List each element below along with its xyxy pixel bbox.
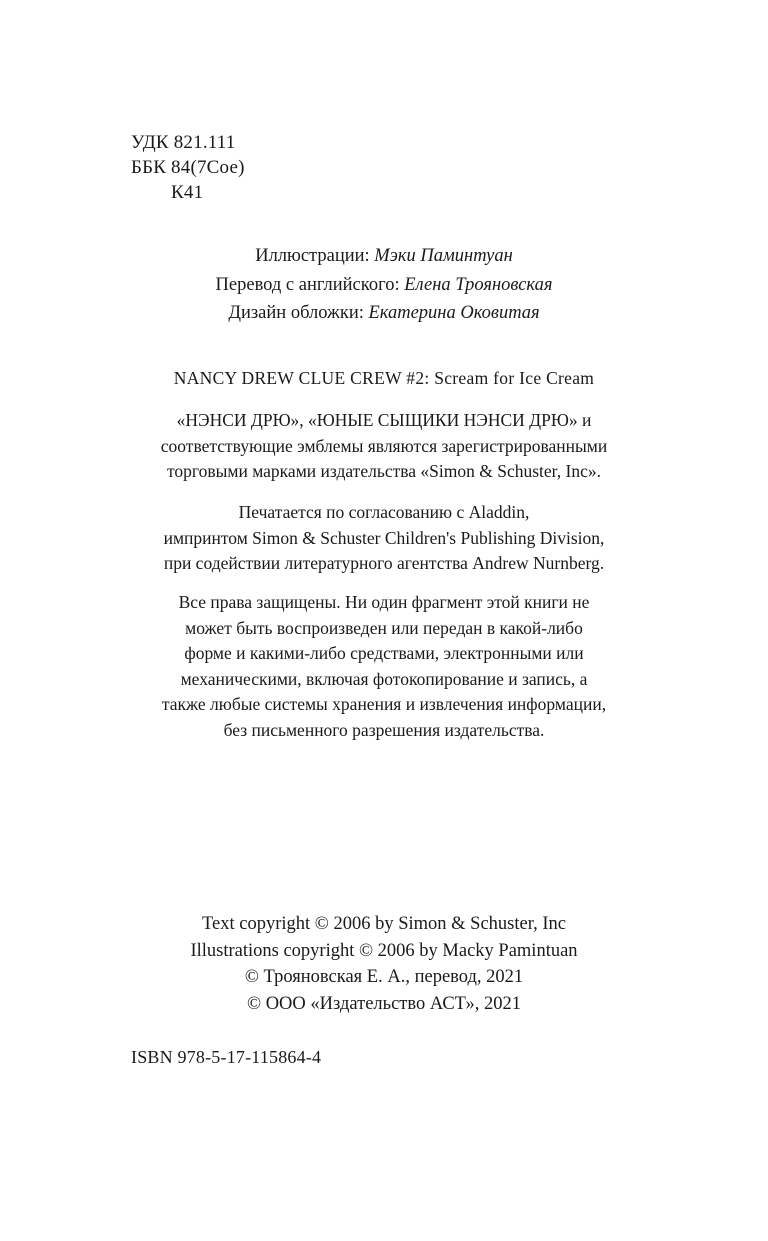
- copyright-line: © ООО «Издательство АСТ», 2021: [247, 993, 521, 1014]
- copyright-line: Text copyright © 2006 by Simon & Schuster, Inc: [202, 914, 566, 934]
- credit-translation: [0, 271, 768, 300]
- notice-line: при содействии литературного агентства Andrew Nurnberg.: [163, 553, 605, 573]
- author-code: К41: [171, 182, 204, 203]
- notice-line: также любые системы хранения и извлечения информации,: [161, 694, 607, 714]
- original-title: NANCY DREW CLUE CREW #2: Scream for Ice Cream: [173, 368, 595, 388]
- credit-label: Дизайн обложки:: [228, 303, 364, 323]
- notice-line: форме и какими-либо средствами, электронными или: [184, 643, 584, 663]
- credit-cover-design: [0, 299, 768, 328]
- credit-value: Екатерина Оковитая: [368, 303, 540, 323]
- credit-illustrations: [0, 242, 768, 271]
- credit-label: Иллюстрации:: [255, 246, 370, 266]
- notice-line: соответствующие эмблемы являются зарегистрированными: [160, 435, 608, 456]
- copyright-line: Illustrations copyright © 2006 by Macky Pamintuan: [190, 940, 578, 961]
- notice-line: Все права защищены. Ни один фрагмент этой книги не: [178, 592, 590, 612]
- notice-line: может быть воспроизведен или передан в какой-либо: [185, 617, 583, 638]
- classification-block: [131, 130, 245, 205]
- copyright-line: © Трояновская Е. А., перевод, 2021: [244, 967, 524, 987]
- credits-block: [0, 242, 768, 328]
- agreement-notice: [64, 500, 704, 577]
- trademark-notice: [64, 408, 704, 485]
- notice-line: механическими, включая фотокопирование и запись, а: [180, 668, 588, 689]
- udk-code: УДК 821.111: [131, 132, 236, 153]
- rights-notice: [64, 590, 704, 743]
- notice-line: «НЭНСИ ДРЮ», «ЮНЫЕ СЫЩИКИ НЭНСИ ДРЮ» и: [176, 410, 592, 430]
- credit-label: Перевод с английского:: [215, 274, 400, 295]
- credit-value: Елена Трояновская: [404, 274, 553, 295]
- notice-line: импринтом Simon & Schuster Children's Publishing Division,: [163, 527, 605, 548]
- notice-line: торговыми марками издательства «Simon & Schuster, Inc».: [166, 461, 602, 481]
- copyright-block: [0, 911, 768, 1017]
- notice-line: без письменного разрешения издательства.: [223, 719, 545, 740]
- notice-line: Печатается по согласованию с Aladdin,: [238, 502, 530, 522]
- credit-value: Мэки Паминтуан: [374, 246, 513, 266]
- bbk-code: ББК 84(7Сое): [131, 157, 245, 178]
- isbn-number: ISBN 978-5-17-115864-4: [131, 1047, 322, 1067]
